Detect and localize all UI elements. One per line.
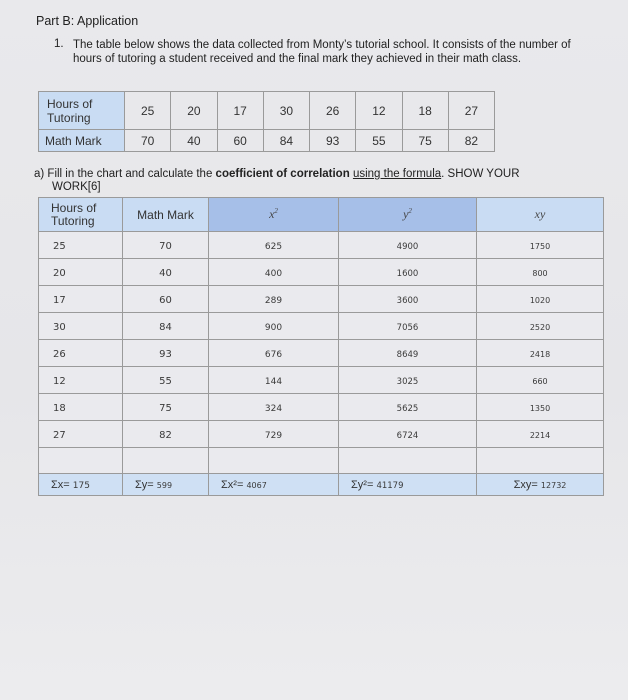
handwritten-xy: 2418 [529, 350, 551, 359]
header-x-squared: $x^2$ [209, 198, 339, 232]
part-a-instructions [34, 168, 594, 194]
question-text: The table below shows the data collected from Monty’s tutorial school. It consists of the number of hours of tutoring a student received and the final mark they achieved in their math class. [73, 39, 571, 65]
handwritten-y: 60 [159, 295, 172, 306]
handwritten-xy: 660 [532, 377, 548, 386]
question-number: 1. [54, 38, 64, 50]
mark-cell: 82 [448, 130, 494, 152]
mark-cell: 55 [356, 130, 402, 152]
hours-cell: 20 [171, 92, 217, 130]
mark-cell: 60 [217, 130, 263, 152]
handwritten-y: 75 [159, 403, 172, 414]
table-row [39, 421, 604, 448]
handwritten-x: 30 [53, 322, 66, 333]
handwritten-x: 12 [53, 376, 66, 387]
hours-cell: 18 [402, 92, 448, 130]
handwritten-x: 17 [53, 295, 66, 306]
hours-cell: 17 [217, 92, 263, 130]
handwritten-y2: 5625 [396, 404, 419, 414]
sum-xy-label: Σxy= [513, 478, 538, 491]
sum-y-value: 599 [156, 480, 173, 490]
data-table [38, 91, 495, 152]
hours-cell: 27 [448, 92, 494, 130]
handwritten-xy: 1750 [529, 242, 551, 251]
mark-cell: 84 [263, 130, 309, 152]
mark-cell: 75 [402, 130, 448, 152]
handwritten-xy: 1020 [529, 296, 551, 305]
handwritten-y2: 6724 [396, 431, 419, 441]
header-y-var: y [403, 207, 409, 221]
mark-cell: 93 [310, 130, 356, 152]
table-row [39, 92, 495, 130]
mark-cell: 70 [125, 130, 171, 152]
handwritten-x2: 729 [264, 431, 283, 441]
handwritten-y2: 4900 [396, 242, 419, 252]
hours-label: Hours of Tutoring [39, 92, 125, 130]
table-row [39, 313, 604, 340]
sum-x-label: Σx= [51, 478, 70, 491]
mark-cell: 40 [171, 130, 217, 152]
header-xy [477, 198, 604, 232]
sum-xy-value: 12732 [540, 480, 567, 490]
header-xy-var: xy [534, 207, 546, 221]
table-row [39, 394, 604, 421]
handwritten-x2: 289 [264, 296, 283, 306]
handwritten-x: 20 [53, 268, 66, 279]
sum-x2 [209, 474, 339, 496]
part-a-underlined: using the formula [352, 168, 442, 180]
handwritten-y: 70 [159, 241, 172, 252]
sum-xy [477, 474, 604, 496]
part-a-bold: coefficient of correlation [215, 168, 350, 180]
hours-cell: 25 [125, 92, 171, 130]
hours-cell: 12 [356, 92, 402, 130]
table-row [39, 367, 604, 394]
sum-y2 [339, 474, 477, 496]
handwritten-y2: 1600 [396, 269, 419, 279]
handwritten-x2: 900 [264, 323, 283, 333]
handwritten-x: 26 [53, 349, 66, 360]
part-a-suffix: . SHOW YOUR [441, 168, 520, 180]
table-row [39, 286, 604, 313]
handwritten-x: 25 [53, 241, 66, 252]
handwritten-y: 55 [159, 376, 172, 387]
handwritten-x: 18 [53, 403, 66, 414]
handwritten-x2: 400 [264, 269, 283, 279]
sum-y2-label: Σy²= [351, 478, 374, 491]
table-row [39, 232, 604, 259]
header-x-var: x [269, 207, 275, 221]
handwritten-x2: 324 [264, 404, 283, 414]
handwritten-y: 82 [159, 430, 172, 441]
handwritten-x2: 676 [264, 350, 283, 360]
sum-x2-label: Σx²= [221, 478, 244, 491]
handwritten-x2: 625 [264, 242, 283, 252]
header-mark: Math Mark [123, 198, 209, 232]
handwritten-y: 84 [159, 322, 172, 333]
table-row [39, 340, 604, 367]
handwritten-x: 27 [53, 430, 66, 441]
table-row [39, 259, 604, 286]
handwritten-y2: 8649 [396, 350, 419, 360]
sum-x2-value: 4067 [246, 480, 267, 490]
handwritten-y2: 3600 [396, 296, 419, 306]
table-row-empty [39, 448, 604, 474]
handwritten-x2: 144 [264, 377, 283, 387]
sum-x-value: 175 [72, 480, 90, 491]
part-a-text: a) Fill in the chart and calculate the [34, 168, 216, 180]
hours-cell: 26 [310, 92, 356, 130]
section-title: Part B: Application [36, 14, 139, 28]
table-row [39, 130, 495, 152]
handwritten-y: 40 [159, 268, 172, 279]
handwritten-y2: 3025 [396, 377, 419, 387]
handwritten-y2: 7056 [396, 323, 419, 333]
handwritten-xy: 2214 [529, 431, 551, 440]
mark-label: Math Mark [39, 130, 125, 152]
sum-y2-value: 41179 [376, 480, 404, 491]
handwritten-y: 93 [159, 349, 172, 360]
work-table [38, 197, 604, 496]
handwritten-xy: 1350 [529, 404, 551, 413]
sum-x [39, 474, 123, 496]
sum-y [123, 474, 209, 496]
header-y-squared: $y^2$ [339, 198, 477, 232]
handwritten-xy: 800 [532, 269, 548, 278]
part-a-marks: WORK[6] [52, 181, 101, 193]
table-header-row [39, 198, 604, 232]
hours-cell: 30 [263, 92, 309, 130]
sum-row [39, 474, 604, 496]
sum-y-label: Σy= [135, 478, 154, 491]
handwritten-xy: 2520 [529, 323, 551, 332]
header-hours: Hours of Tutoring [39, 198, 123, 232]
